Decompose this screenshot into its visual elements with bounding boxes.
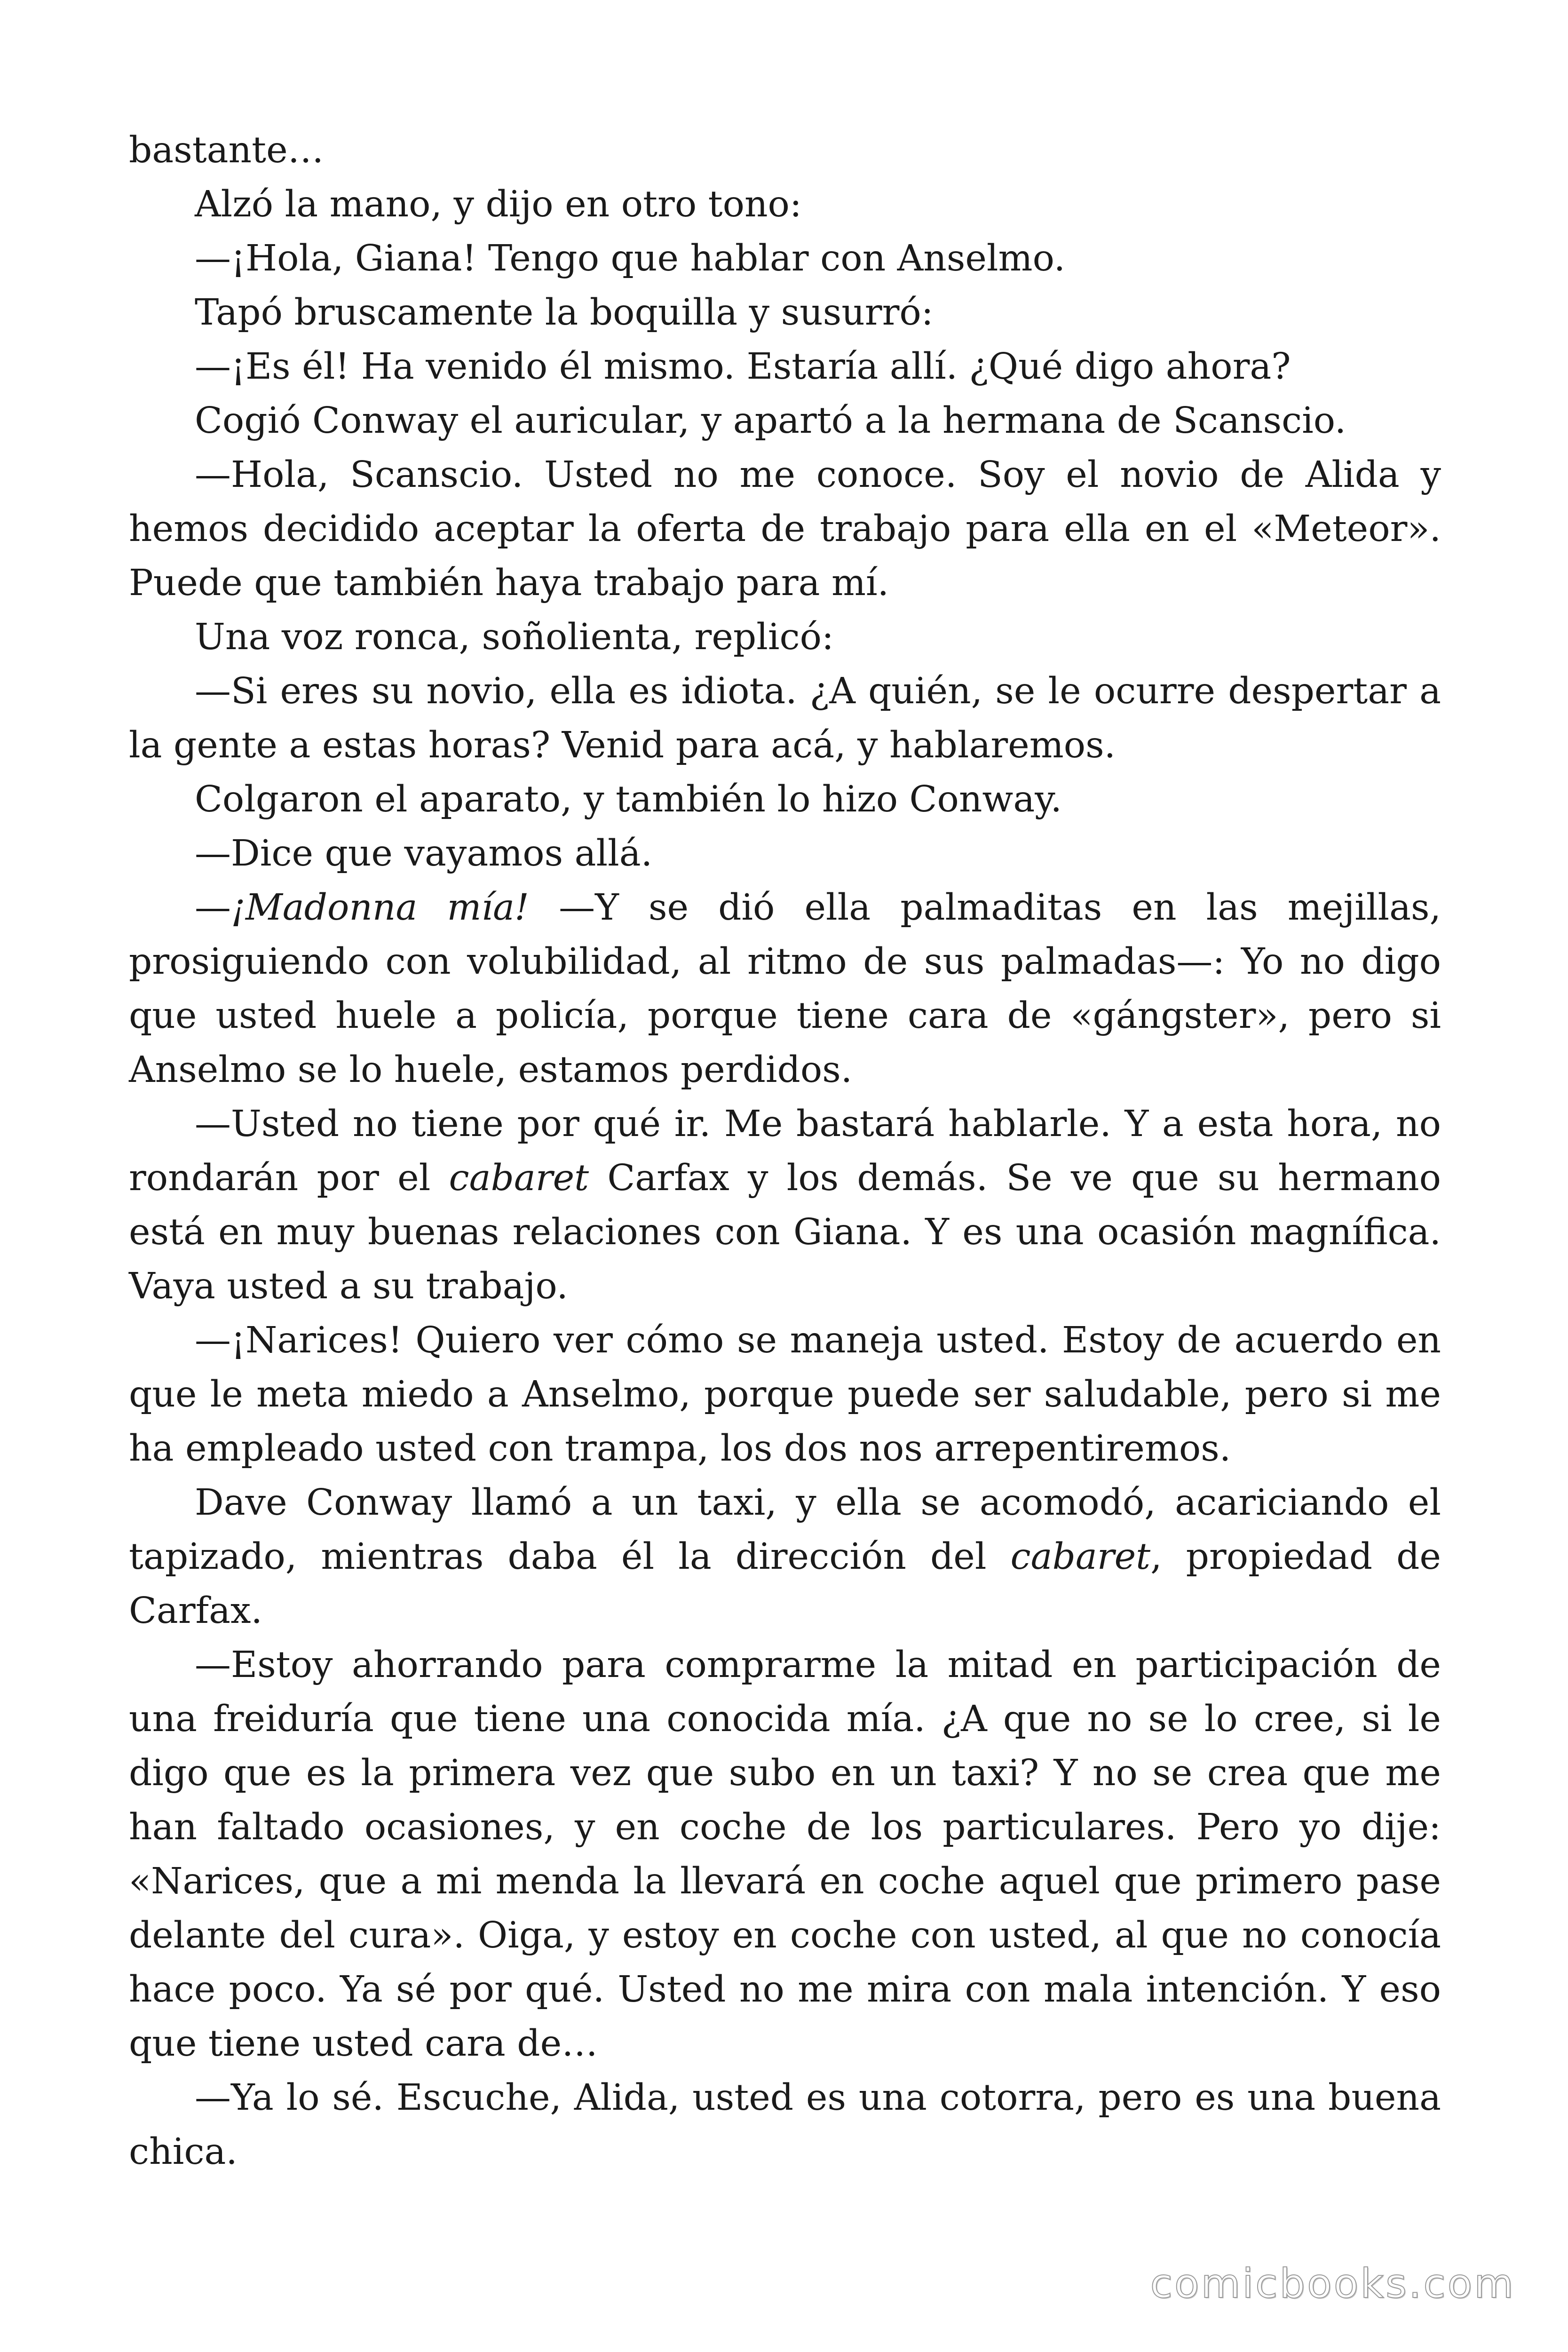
paragraph: —Ya lo sé. Escuche, Alida, usted es una cotorra, pero es una buena chica. [129,2077,1441,2173]
paragraph: —Si eres su novio, ella es idiota. ¿A quién, se le ocurre despertar a la gente a estas horas? Venid para acá, y hablaremos. [129,670,1441,766]
paragraph: Una voz ronca, soñolienta, replicó: [195,616,834,658]
italic-phrase: cabaret [1010,1536,1151,1578]
page-text [129,123,1441,2179]
paragraph: —Usted no tiene por qué ir. Me bastará hablarle. Y a esta hora, no rondarán por el cabaret Carfax y los demás. Se ve que su hermano está en muy buenas relaciones con Giana. Y es una ocasión magnífica. Vaya usted a su trabajo. [129,1103,1441,1307]
paragraph: Colgaron el aparato, y también lo hizo Conway. [195,779,1062,820]
paragraph: Cogió Conway el auricular, y apartó a la hermana de Scanscio. [195,400,1346,442]
paragraph: —Dice que vayamos allá. [195,833,653,874]
italic-phrase: cabaret [449,1157,589,1199]
paragraph: Alzó la mano, y dijo en otro tono: [195,183,802,225]
paragraph: —¡Es él! Ha venido él mismo. Estaría allí. ¿Qué digo ahora? [195,346,1291,388]
paragraph: Dave Conway llamó a un taxi, y ella se acomodó, acariciando el tapizado, mientras daba él la dirección del cabaret, propiedad de Carfax. [129,1482,1441,1632]
watermark: comicbooks.com [1150,2260,1515,2307]
paragraph: —Hola, Scanscio. Usted no me conoce. Soy el novio de Alida y hemos decidido aceptar la oferta de trabajo para ella en el «Meteor». Puede que también haya trabajo para mí. [129,454,1441,604]
paragraph: —Estoy ahorrando para comprarme la mitad en participación de una freiduría que tiene una conocida mía. ¿A que no se lo cree, si le digo que es la primera vez que subo en un taxi? Y no se crea que me han faltado ocasiones, y en coche de los particulares. Pero yo dije: «Narices, que a mi menda la llevará en coche aquel que primero pase delante del cura». Oiga, y estoy en coche con usted, al que no conocía hace poco. Ya sé por qué. Usted no me mira con mala intención. Y eso que tiene usted cara de… [129,1644,1441,2065]
paragraph: bastante… [129,129,324,171]
paragraph: —¡Hola, Giana! Tengo que hablar con Anselmo. [195,238,1066,279]
paragraph: Tapó bruscamente la boquilla y susurró: [195,292,934,334]
paragraph: —¡Madonna mía! —Y se dió ella palmaditas en las mejillas, prosiguiendo con volubilidad, al ritmo de sus palmadas—: Yo no digo que usted huele a policía, porque tiene cara de «gángster», pero si Anselmo se lo huele, estamos perdidos. [129,887,1441,1091]
paragraph: —¡Narices! Quiero ver cómo se maneja usted. Estoy de acuerdo en que le meta miedo a Anselmo, porque puede ser saludable, pero si me ha empleado usted con trampa, los dos nos arrepentiremos. [129,1319,1441,1470]
italic-phrase: ¡Madonna mía! [231,887,529,929]
